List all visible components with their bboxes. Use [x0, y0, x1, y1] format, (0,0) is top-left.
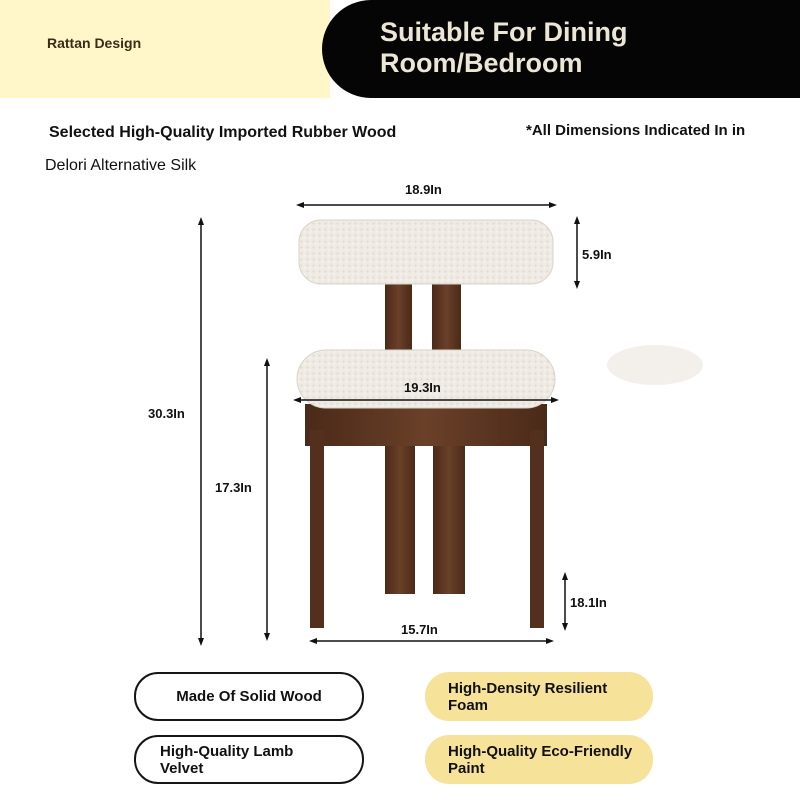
backrest-width-label: 18.9In — [405, 182, 442, 197]
feature-label: High-Quality Lamb Velvet — [160, 742, 294, 777]
feature-lamb-velvet — [134, 735, 364, 784]
background-blur — [607, 345, 703, 385]
headline-title: Suitable For Dining Room/Bedroom — [380, 17, 628, 78]
material-caption: Selected High-Quality Imported Rubber Wood — [49, 124, 397, 141]
feature-label: Made Of Solid Wood — [176, 688, 322, 705]
seat-apron — [305, 404, 547, 446]
feature-label: High-Density Resilient Foam — [448, 679, 608, 714]
seat-width-label: 19.3In — [404, 380, 441, 395]
backrest-cushion — [299, 220, 553, 284]
center-post-left — [385, 446, 415, 594]
fabric-caption: Delori Alternative Silk — [45, 157, 197, 174]
feature-solid-wood — [134, 672, 364, 721]
backrest-height-label: 5.9In — [582, 247, 612, 262]
base-width-label: 15.7In — [401, 622, 438, 637]
units-note: *All Dimensions Indicated In in — [526, 122, 746, 139]
total-height-label: 30.3In — [148, 406, 185, 421]
center-post-right — [433, 446, 465, 594]
feature-eco-paint — [425, 735, 653, 784]
brand-name: Rattan Design — [47, 35, 142, 51]
leg-front-left — [310, 430, 324, 628]
back-post-left — [385, 282, 412, 354]
back-post-right — [432, 282, 461, 354]
leg-front-right — [530, 430, 544, 628]
seat-height-label: 17.3In — [215, 480, 252, 495]
leg-gap-height-label: 18.1In — [570, 595, 607, 610]
feature-resilient-foam — [425, 672, 653, 721]
feature-label: High-Quality Eco-Friendly Paint — [448, 742, 633, 777]
